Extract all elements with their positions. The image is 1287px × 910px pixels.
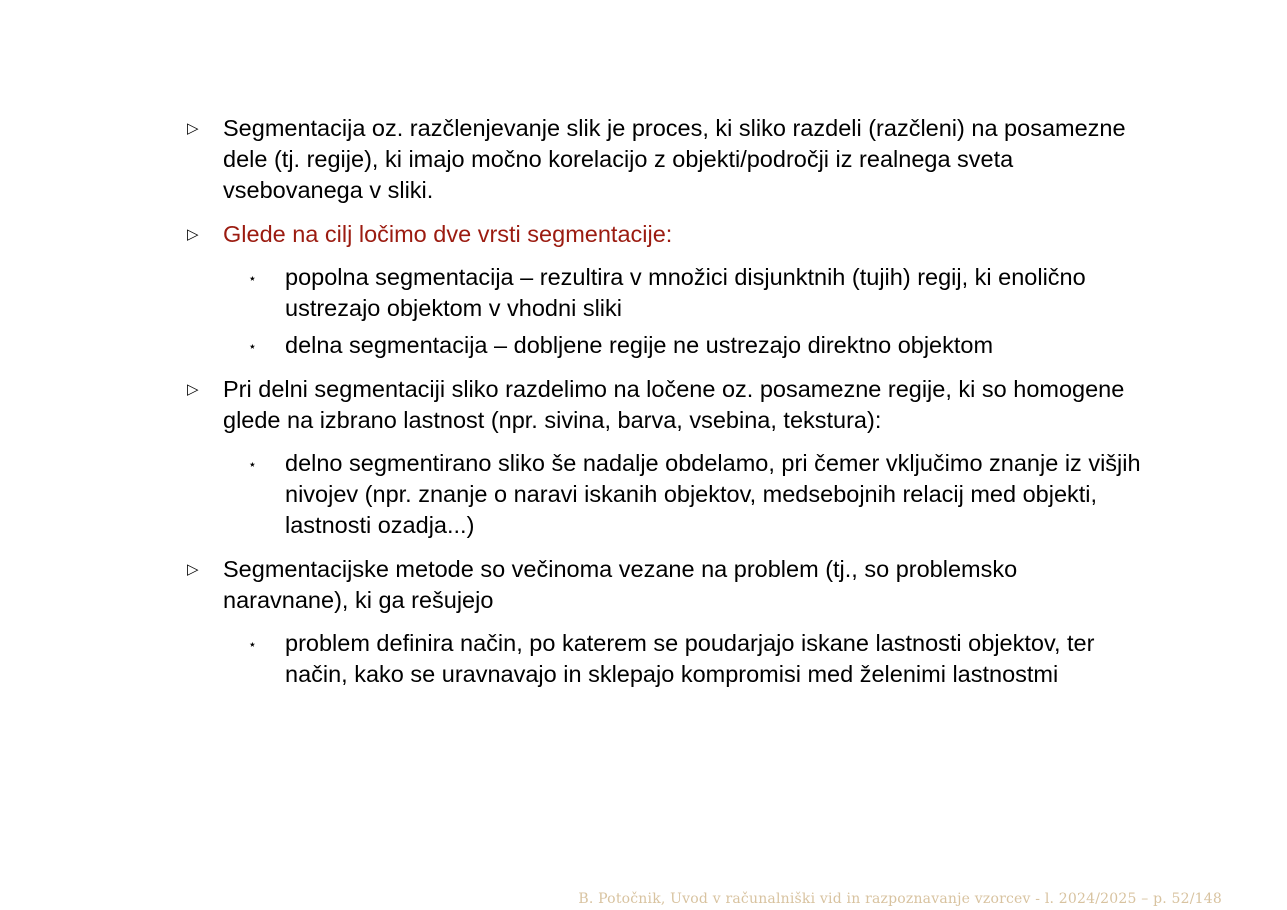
triangle-bullet-icon: ▷ bbox=[187, 120, 199, 137]
bullet-item bbox=[185, 113, 1145, 206]
triangle-bullet-icon: ▷ bbox=[187, 226, 199, 243]
sub-list bbox=[248, 628, 1145, 690]
sub-bullet-text: delna segmentacija – dobljene regije ne ustrezajo direktno objektom bbox=[285, 332, 994, 358]
bullet-text-highlighted: Glede na cilj ločimo dve vrsti segmentacije: bbox=[223, 221, 673, 247]
sub-bullet-item bbox=[248, 628, 1145, 690]
bullet-text: Segmentacijske metode so večinoma vezane na problem (tj., so problemsko naravnane), ki ga rešujejo bbox=[223, 556, 1018, 613]
star-bullet-icon: ⋆ bbox=[248, 338, 257, 354]
star-bullet-icon: ⋆ bbox=[248, 456, 257, 472]
sub-bullet-text: problem definira način, po katerem se poudarjajo iskane lastnosti objektov, ter način, kako se uravnavajo in sklepajo kompromisi med želenimi lastnostmi bbox=[285, 630, 1095, 687]
sub-bullet-text: delno segmentirano sliko še nadalje obdelamo, pri čemer vključimo znanje iz višjih nivojev (npr. znanje o naravi iskanih objektov, medsebojnih relacij med objekti, lastnosti ozadja...) bbox=[285, 450, 1141, 538]
slide-footer: B. Potočnik, Uvod v računalniški vid in razpoznavanje vzorcev - l. 2024/2025 – p. 52/148 bbox=[578, 891, 1222, 907]
triangle-bullet-icon: ▷ bbox=[187, 561, 199, 578]
slide-body bbox=[185, 113, 1145, 703]
triangle-bullet-icon: ▷ bbox=[187, 381, 199, 398]
sub-bullet-text: popolna segmentacija – rezultira v množici disjunktnih (tujih) regij, ki enolično ustrezajo objektom v vhodni sliki bbox=[285, 264, 1086, 321]
sub-bullet-item bbox=[248, 330, 1145, 361]
sub-bullet-item bbox=[248, 262, 1145, 324]
bullet-item bbox=[185, 554, 1145, 690]
sub-list bbox=[248, 448, 1145, 541]
star-bullet-icon: ⋆ bbox=[248, 270, 257, 286]
bullet-item bbox=[185, 219, 1145, 361]
bullet-text: Segmentacija oz. razčlenjevanje slik je proces, ki sliko razdeli (razčleni) na posamezne dele (tj. regije), ki imajo močno korelacijo z objekti/področji iz realnega sveta vsebovanega v sliki. bbox=[223, 115, 1126, 203]
sub-list bbox=[248, 262, 1145, 361]
sub-bullet-item bbox=[248, 448, 1145, 541]
bullet-item bbox=[185, 374, 1145, 541]
star-bullet-icon: ⋆ bbox=[248, 636, 257, 652]
bullet-text: Pri delni segmentaciji sliko razdelimo na ločene oz. posamezne regije, ki so homogene glede na izbrano lastnost (npr. sivina, barva, vsebina, tekstura): bbox=[223, 376, 1125, 433]
